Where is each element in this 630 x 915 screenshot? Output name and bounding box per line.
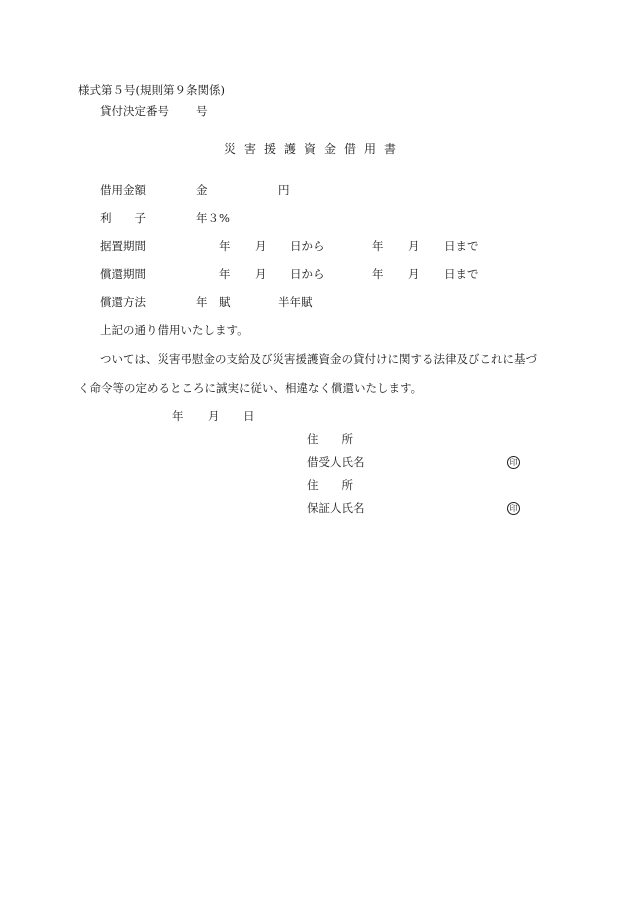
- borrower-seal-icon: 印: [507, 456, 520, 469]
- borrower-address-label: 住 所: [307, 432, 353, 446]
- interest-label: 利 子: [100, 211, 146, 225]
- interest-value: 年３%: [196, 211, 230, 225]
- repayment-period-label: 償還期間: [100, 267, 146, 281]
- body-line-2: ついては、災害弔慰金の支給及び災害援護資金の貸付けに関する法律及びこれに基づ: [100, 352, 537, 366]
- amount-unit: 円: [278, 183, 290, 197]
- method-annual-fu: 賦: [219, 295, 231, 309]
- form-number: 様式第５号(規則第９条関係): [78, 83, 225, 97]
- amount-prefix: 金: [196, 183, 208, 197]
- method-semiannual: 半年賦: [278, 295, 313, 309]
- repayment-end-day: 日まで: [444, 267, 479, 281]
- deferment-end-month: 月: [408, 239, 420, 253]
- repayment-end-year: 年: [372, 267, 384, 281]
- repayment-end-month: 月: [408, 267, 420, 281]
- date-month: 月: [208, 409, 220, 423]
- loan-decision-number-suffix: 号: [196, 104, 208, 118]
- borrower-name-label: 借受人氏名: [307, 455, 365, 469]
- body-line-3: く命令等の定めるところに誠実に従い、相違なく償還いたします。: [78, 381, 423, 395]
- date-year: 年: [172, 409, 184, 423]
- document-title: 災害援護資金借用書: [224, 142, 405, 156]
- deferment-end-day: 日まで: [444, 239, 479, 253]
- guarantor-seal-icon: 印: [507, 502, 520, 515]
- guarantor-address-label: 住 所: [307, 478, 353, 492]
- loan-decision-number-label: 貸付決定番号: [100, 104, 169, 118]
- repayment-start-year: 年: [219, 267, 231, 281]
- repayment-method-label: 償還方法: [100, 295, 146, 309]
- deferment-period-label: 据置期間: [100, 239, 146, 253]
- deferment-end-year: 年: [372, 239, 384, 253]
- deferment-start-month: 月: [255, 239, 267, 253]
- method-annual-year: 年: [196, 295, 208, 309]
- guarantor-name-label: 保証人氏名: [307, 501, 365, 515]
- repayment-start-month: 月: [255, 267, 267, 281]
- date-day: 日: [243, 409, 255, 423]
- body-line-1: 上記の通り借用いたします。: [100, 323, 249, 337]
- repayment-start-day: 日から: [290, 267, 325, 281]
- amount-label: 借用金額: [100, 183, 146, 197]
- deferment-start-day: 日から: [290, 239, 325, 253]
- deferment-start-year: 年: [219, 239, 231, 253]
